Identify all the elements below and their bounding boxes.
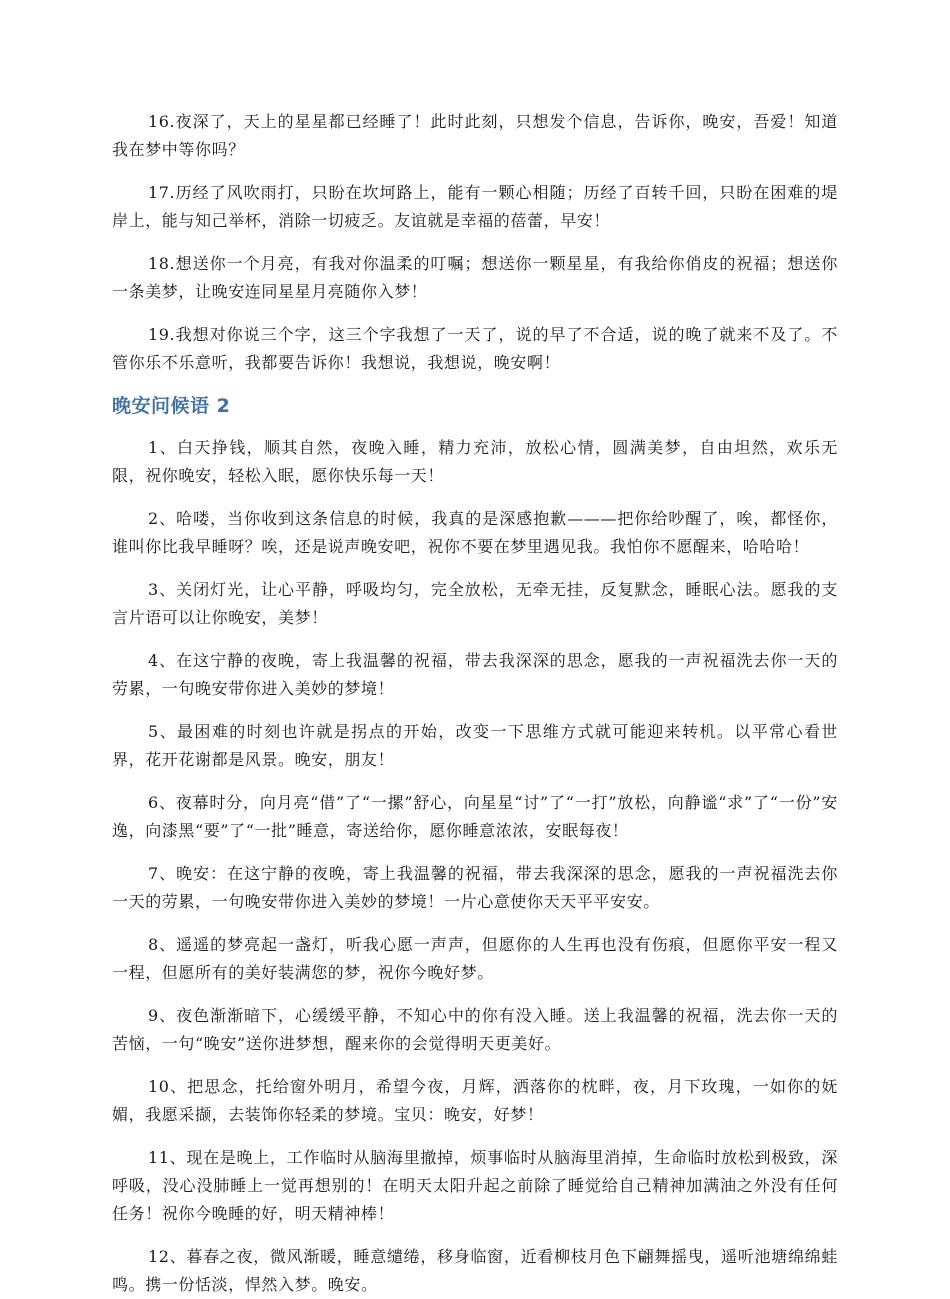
paragraph-4: 4、在这宁静的夜晚，寄上我温馨的祝福，带去我深深的思念，愿我的一声祝福洗去你一天的劳累，一句晚安带你进入美妙的梦境！ (112, 651, 838, 698)
paragraph-1: 1、白天挣钱，顺其自然，夜晚入睡，精力充沛，放松心情，圆满美梦，自由坦然，欢乐无限，祝你晚安，轻松入眠，愿你快乐每一天！ (112, 438, 838, 485)
paragraph-12: 12、暮春之夜，微风渐暖，睡意缱绻，移身临窗，近看柳枝月色下翩舞摇曳，遥听池塘绵绵蛙鸣。携一份恬淡，悍然入梦。晚安。 (112, 1247, 838, 1294)
paragraph-18: 18.想送你一个月亮，有我对你温柔的叮嘱；想送你一颗星星，有我给你俏皮的祝福；想送你一条美梦，让晚安连同星星月亮随你入梦！ (112, 254, 838, 301)
paragraph-19: 19.我想对你说三个字，这三个字我想了一天了，说的早了不合适，说的晚了就来不及了。不管你乐不乐意听，我都要告诉你！我想说，我想说，晚安啊！ (112, 325, 838, 372)
paragraph-2: 2、哈喽，当你收到这条信息的时候，我真的是深感抱歉———把你给吵醒了，唉，都怪你，谁叫你比我早睡呀？唉，还是说声晚安吧，祝你不要在梦里遇见我。我怕你不愿醒来，哈哈哈！ (112, 509, 838, 556)
section-heading: 晚安问候语 2 (112, 395, 231, 417)
paragraph-10: 10、把思念，托给窗外明月，希望今夜，月辉，洒落你的枕畔，夜，月下玫瑰，一如你的妩媚，我愿采撷，去装饰你轻柔的梦境。宝贝：晚安，好梦！ (112, 1077, 838, 1124)
paragraph-17: 17.历经了风吹雨打，只盼在坎坷路上，能有一颗心相随；历经了百转千回，只盼在困难的堤岸上，能与知己举杯，消除一切疲乏。友谊就是幸福的蓓蕾，早安！ (112, 183, 838, 230)
paragraph-9: 9、夜色渐渐暗下，心缓缓平静，不知心中的你有没入睡。送上我温馨的祝福，洗去你一天的苦恼，一句“晚安”送你进梦想，醒来你的会觉得明天更美好。 (112, 1006, 838, 1053)
paragraph-5: 5、最困难的时刻也许就是拐点的开始，改变一下思维方式就可能迎来转机。以平常心看世界，花开花谢都是风景。晚安，朋友！ (112, 722, 838, 769)
paragraph-3: 3、关闭灯光，让心平静，呼吸均匀，完全放松，无牵无挂，反复默念，睡眠心法。愿我的支言片语可以让你晚安，美梦！ (112, 580, 838, 627)
paragraph-16: 16.夜深了，天上的星星都已经睡了！此时此刻，只想发个信息，告诉你，晚安，吾爱！知道我在梦中等你吗？ (112, 112, 838, 159)
paragraph-6: 6、夜幕时分，向月亮“借”了“一摞”舒心，向星星“讨”了“一打”放松，向静谧“求”了“一份”安逸，向漆黑“要”了“一批”睡意，寄送给你，愿你睡意浓浓，安眠每夜！ (112, 793, 838, 840)
paragraph-7: 7、晚安：在这宁静的夜晚，寄上我温馨的祝福，带去我深深的思念，愿我的一声祝福洗去你一天的劳累，一句晚安带你进入美妙的梦境！一片心意使你天天平平安安。 (112, 864, 838, 911)
paragraph-8: 8、遥遥的梦亮起一盏灯，听我心愿一声声，但愿你的人生再也没有伤痕，但愿你平安一程又一程，但愿所有的美好装满您的梦，祝你今晚好梦。 (112, 935, 838, 982)
paragraph-11: 11、现在是晚上，工作临时从脑海里撤掉，烦事临时从脑海里消掉，生命临时放松到极致，深呼吸，没心没肺睡上一觉再想别的！在明天太阳升起之前除了睡觉给自己精神加满油之外没有任何任务！祝你今晚睡的好，明天精神棒！ (112, 1148, 838, 1223)
